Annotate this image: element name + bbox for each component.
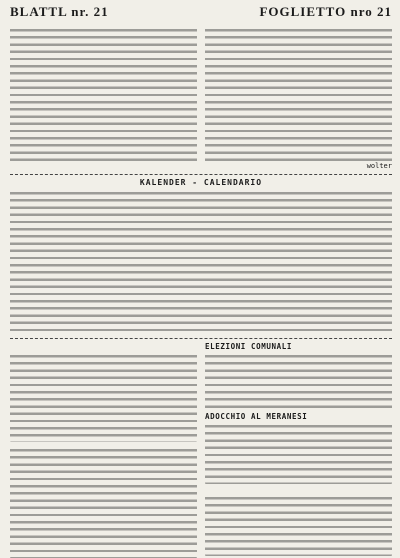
italian-article-heading-2: ADOCCHIO AL MERANESI — [205, 412, 308, 421]
italian-articles-column — [205, 342, 392, 558]
italian-article-text-1 — [205, 352, 392, 412]
italian-article-heading-3 — [205, 484, 392, 494]
intro-german-text-block — [10, 26, 197, 162]
masthead — [10, 4, 392, 26]
calendar-entries-block — [10, 189, 392, 335]
masthead-right-title: FOGLIETTO nro 21 — [259, 4, 392, 19]
german-article-text-1 — [10, 352, 197, 442]
articles-section — [10, 342, 392, 558]
newsletter-page — [10, 4, 392, 544]
intro-section — [10, 26, 392, 162]
german-articles-column — [10, 342, 197, 558]
masthead-left-title: BLATTL nr. 21 — [10, 4, 109, 19]
intro-german-column — [10, 26, 197, 162]
intro-signature: wolter — [366, 162, 392, 170]
italian-article-text-3 — [205, 494, 392, 556]
intro-italian-column — [205, 26, 392, 162]
german-article-heading — [10, 342, 197, 352]
intro-italian-text-block — [205, 26, 392, 162]
italian-article-heading: ELEZIONI COMUNALI — [205, 342, 292, 351]
calendar-title: KALENDER - CALENDARIO — [139, 178, 263, 187]
german-article-text-2 — [10, 446, 197, 558]
italian-article-text-2 — [205, 422, 392, 484]
section-divider — [10, 338, 392, 339]
section-divider — [10, 174, 392, 175]
